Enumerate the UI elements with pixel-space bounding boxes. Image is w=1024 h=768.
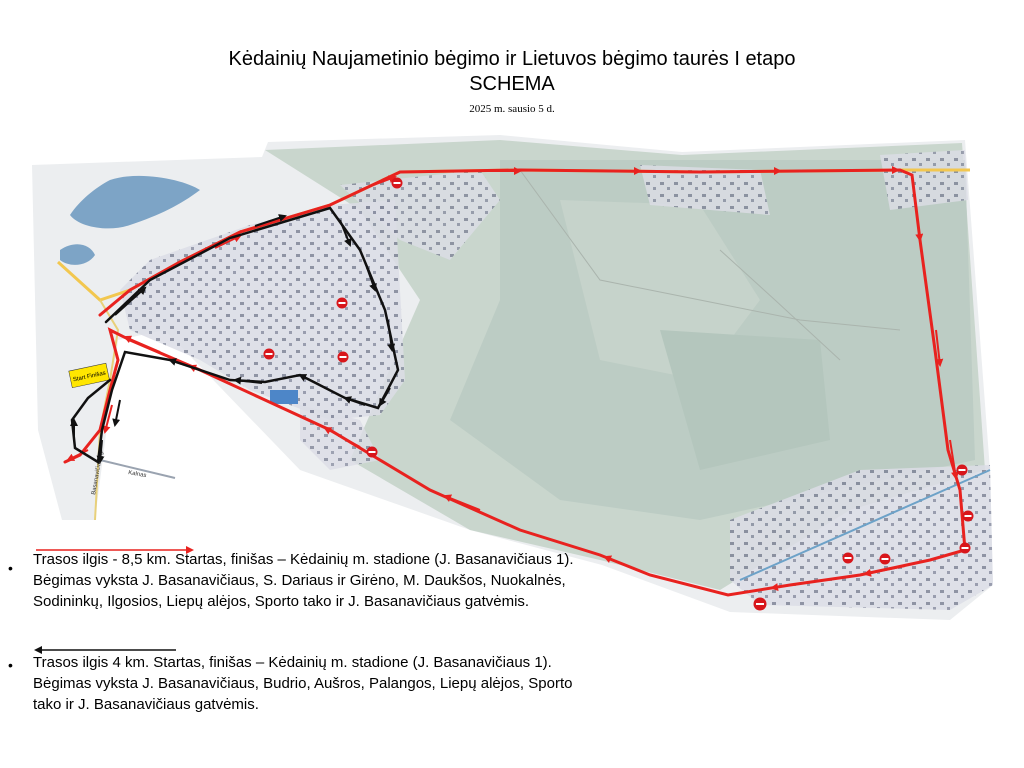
route-4km-description: Trasos ilgis 4 km. Startas, finišas – Kėdainių m. stadione (J. Basanavičiaus 1). Bėgimas vyksta J. Basanavičiaus, Budrio, Aušros, Palangos, Liepų alėjos, Sporto tako ir J. Basanavičiaus gatvėmis. [33,654,573,713]
no-entry-icon [960,543,971,554]
no-entry-icon [264,349,275,360]
date: 2025 m. sausio 5 d. [469,103,555,115]
no-entry-icon [754,598,767,611]
street-label-basanaviciaus: Basanavičiaus g. [91,449,105,496]
no-entry-icon [957,465,968,476]
no-entry-icon [338,352,349,363]
black-arrow [115,400,120,425]
no-entry-icon [963,511,974,522]
no-entry-icon [367,447,378,458]
no-entry-icon [392,178,403,189]
title-line-1: Kėdainių Naujametinio bėgimo ir Lietuvos bėgimo taurės I etapo [228,48,796,70]
title-line-2: SCHEMA [469,73,555,95]
street-label-kalnas: Kalnas [127,470,147,480]
route-8-5km-description: Trasos ilgis - 8,5 km. Startas, finišas – Kėdainių m. stadione (J. Basanavičiaus 1). Bėgimas vyksta J. Basanavičiaus, S. Dariaus ir Girėno, M. Daukšos, Nuokalnės, Sodininkų, Ilgosios, Liepų alėjos, Sporto tako ir J. Basanavičiaus gatvėmis. [33,551,574,610]
bullet-2: • [8,657,13,673]
no-entry-icon [843,553,854,564]
no-entry-icon [880,554,891,565]
start-finish-label: Start Finišas [72,370,107,384]
no-entry-icon [337,298,348,309]
bullet-1: • [8,560,13,576]
